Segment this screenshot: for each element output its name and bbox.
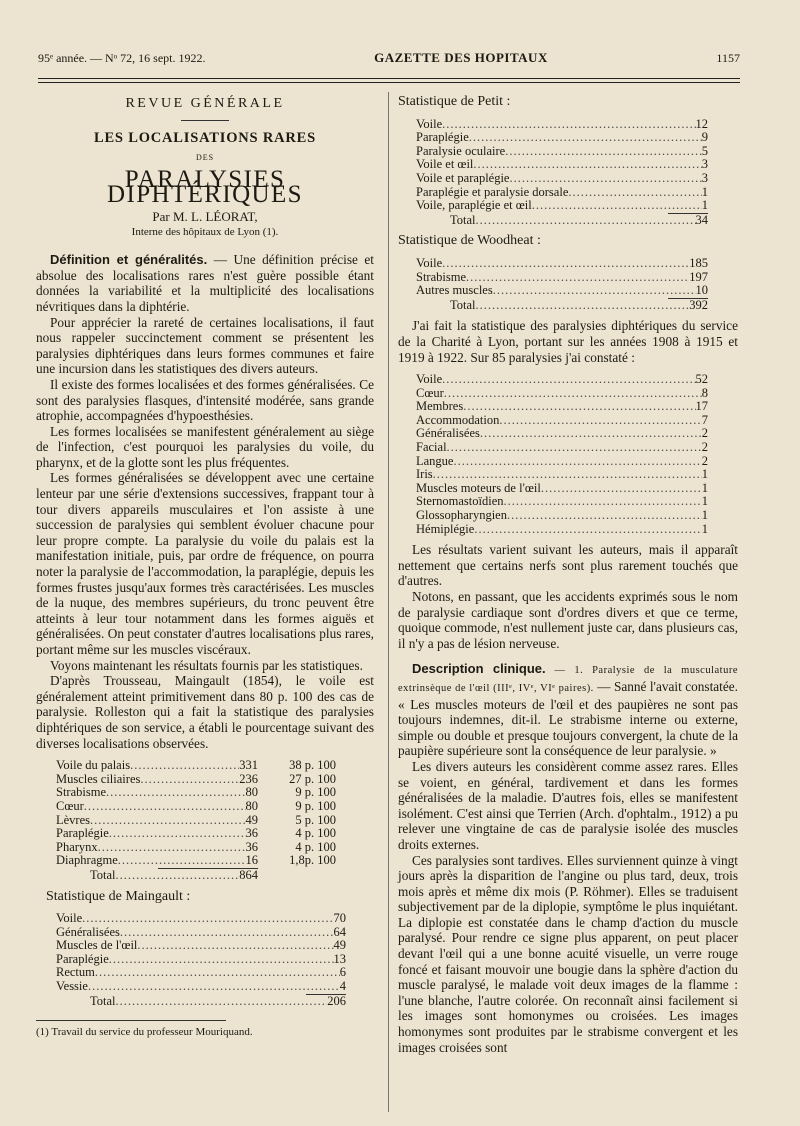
row-label: Facial: [416, 440, 447, 455]
table-row: [56, 854, 336, 868]
table-row: [416, 400, 708, 414]
row-label: Sternomastoïdien: [416, 494, 504, 509]
table-row: [56, 786, 336, 800]
table-row: [416, 441, 708, 455]
row-count: 1: [701, 467, 708, 482]
table-row: [56, 953, 346, 967]
row-label: Voile du palais: [56, 758, 131, 773]
row-label: Paraplégie: [416, 130, 469, 145]
table-row: [416, 509, 708, 523]
table-row: [416, 455, 708, 469]
table-row: [416, 387, 708, 401]
row-label: Voile: [416, 255, 443, 270]
table-total: Total ..... 206: [56, 995, 346, 1009]
row-count: 49: [245, 812, 258, 827]
table-row: [416, 199, 708, 213]
paragraph: Ces paralysies sont tardives. Elles surviennent quinze à vingt jours après la disparition de l'angine ou plus tard, deux, trois mois après et même dix mois (P. Röhmer). Elles se traduisent subjectivement par de la diplopie, symptôme le plus inquiétant. La diplopie est constatée dans le champ d'action du muscle paralysé. Pour rendre ce signe plus apparent, on peut placer devant l'œil qui a une bonne acuité visuelle, un verre rouge foncé et faisant mouvoir une bougie dans la sphère d'action du muscle paralysé, le malade voit deux images de la flamme : l'une blanche, l'autre colorée. On reconnaît ainsi facilement si les images sont homonymes ou croisées. Les images homonymes sont produites par le strabisme convergent et les images croisées sont: [398, 852, 738, 1055]
row-percent: 27 p. 100: [289, 771, 336, 786]
row-count: 12: [695, 116, 708, 131]
row-count: 8: [701, 385, 708, 400]
row-count: 3: [701, 157, 708, 172]
row-count: 49: [333, 938, 346, 953]
table-total: Total ..... 864: [56, 869, 336, 883]
table-row: [56, 800, 336, 814]
paragraph: Les divers auteurs les considèrent comme assez rares. Elles se voient, en général, tardivement et dans les formes généralisées de la maladie. D'autres fois, elles se manifestent isolément. C'est ainsi que Terrien (Arch. d'ophtalm., 1912) a pu relever une vingtaine de cas de paralysie isolée des muscles droits externes.: [398, 758, 738, 852]
row-label: Langue: [416, 453, 454, 468]
row-count: 80: [245, 798, 258, 813]
table-row: [416, 271, 708, 285]
table-row: [56, 841, 336, 855]
row-count: 5: [701, 143, 708, 158]
table-row: [56, 980, 346, 994]
table-row: [416, 284, 708, 298]
row-label: Iris: [416, 467, 433, 482]
woodheat-table: [416, 257, 708, 312]
row-label: Diaphragme: [56, 853, 118, 868]
page-number: 1157: [716, 51, 740, 65]
row-count: 6: [339, 965, 346, 980]
row-count: 1: [701, 184, 708, 199]
row-count: 64: [333, 924, 346, 939]
row-count: 17: [695, 399, 708, 414]
table-row: [416, 158, 708, 172]
left-column: [36, 94, 374, 1041]
header-rule-thick: [38, 78, 740, 79]
table-row: [56, 827, 336, 841]
row-label: Voile: [416, 116, 443, 131]
article-title-top: LES LOCALISATIONS RARES: [93, 129, 316, 146]
row-count: 1: [701, 480, 708, 495]
row-label: Rectum: [56, 965, 95, 980]
row-count: 2: [701, 426, 708, 441]
table-row: [56, 759, 336, 773]
header-rule-thin: [38, 82, 740, 83]
table-row: [56, 912, 346, 926]
row-label: Accommodation: [416, 412, 500, 427]
paragraph: Les formes généralisées se développent avec une certaine lenteur par une série d'extensions successives, frappant tour à tour divers appareils musculaires et l'on assiste à une succession de paralysies qui semblent évoluer chacune pour leur propre compte. La paralysie du voile du palais est la manifestation initiale, puis, par ordre de fréquence, on pourra noter la paralysie de l'accommodation, la paraplégie, depuis les formes frustes jusqu'aux formes très caractérisées. Les muscles de la nuque, des membres supérieurs, du tronc peuvent être atteints à leur tour notamment dans les formes aiguës et généralisées. On peut constater d'autres localisations plus rares, portant même sur les muscles viscéraux.: [36, 470, 374, 657]
row-count: 9: [701, 130, 708, 145]
maingault-heading: Statistique de Maingault :: [46, 888, 191, 904]
table-total: Total ..... 34: [416, 214, 708, 228]
table-row: [416, 145, 708, 159]
table-row: [56, 814, 336, 828]
charite-table: [416, 373, 708, 536]
petit-heading: Statistique de Petit :: [398, 94, 511, 109]
article-title-des: DES: [195, 153, 215, 163]
section-title: REVUE GÉNÉRALE: [125, 96, 285, 111]
woodheat-heading: Statistique de Woodheat :: [398, 233, 541, 249]
maingault-table: [56, 912, 346, 1008]
table-row: [56, 926, 346, 940]
paragraph: Définition et généralités. — Une définition précise et absolue des localisations rares n'est guère possible étant données la variabilité et la multiplicité des localisations névritiques dans la diphtérie.: [36, 252, 374, 314]
row-label: Paraplégie: [56, 826, 109, 841]
row-percent: 38 p. 100: [289, 758, 336, 773]
row-count: 236: [239, 771, 258, 786]
row-count: 2: [701, 453, 708, 468]
row-percent: 4 p. 100: [295, 826, 336, 841]
row-count: 4: [339, 979, 346, 994]
row-count: 13: [333, 951, 346, 966]
row-label: Vessie: [56, 979, 88, 994]
row-count: 197: [689, 269, 708, 284]
footnote-rule: [36, 1020, 226, 1021]
row-label: Muscles de l'œil: [56, 938, 138, 953]
running-header: [38, 50, 740, 74]
row-count: 1: [701, 521, 708, 536]
table-row: [56, 939, 346, 953]
table-row: [416, 186, 708, 200]
row-label: Autres muscles: [416, 283, 493, 298]
row-count: 70: [333, 911, 346, 926]
petit-table: [416, 118, 708, 228]
row-label: Hémiplégie: [416, 521, 475, 536]
paragraph: Notons, en passant, que les accidents exprimés sous le nom de paralysie cardiaque sont d'ordres divers et que ce terme, quoique commode, n'est nullement juste car, dans plusieurs cas, il n'y a pas de lésion nerveuse.: [398, 589, 738, 651]
rolleston-table: [56, 759, 336, 882]
row-count: 7: [701, 412, 708, 427]
row-label: Paraplégie et paralysie dorsale: [416, 184, 569, 199]
row-label: Pharynx: [56, 839, 98, 854]
row-percent: 4 p. 100: [295, 839, 336, 854]
row-count: 36: [245, 839, 258, 854]
subsection-heading: — 1. Paralysie de la musculature extrinsèque de l'œil (IIIᵉ, IVᵉ, VIᵉ paires).: [398, 665, 738, 694]
row-label: Cœur: [416, 385, 444, 400]
row-label: Voile: [416, 372, 443, 387]
row-label: Cœur: [56, 798, 84, 813]
paragraph: J'ai fait la statistique des paralysies diphtériques du service de la Charité à Lyon, portant sur les années 1908 à 1915 et 1919 à 1922. Sur 85 paralysies j'ai constaté :: [398, 318, 738, 365]
paragraph: Il existe des formes localisées et des formes généralisées. Ce sont des paralysies flasques, d'intensité modérée, sans grande atrophie, accompagnées d'hypoesthésies.: [36, 376, 374, 424]
paragraph: Description clinique. — 1. Paralysie de la musculature extrinsèque de l'œil (IIIᵉ, IVᵉ, VIᵉ paires). — Sanné l'avait constatée. « Les muscles moteurs de l'œil et des paupières ne sont pas toujours indemnes, dit-il. Le strabisme interne ou externe, simple ou double et presque toujours convergent, la chute de la paupière supérieure sont la conséquence de leur paralysie. »: [398, 661, 738, 759]
row-count: 2: [701, 440, 708, 455]
paragraph: Pour apprécier la rareté de certaines localisations, il faut nous rappeler succinctement comment se présentent les paralysies diphtériques dans leurs formes communes et faire une incursion dans les statistiques des divers auteurs.: [36, 314, 374, 377]
row-percent: 1,8p. 100: [289, 853, 336, 868]
footnote: (1) Travail du service du professeur Mouriquand.: [36, 1026, 253, 1039]
row-label: Généralisées: [56, 924, 120, 939]
table-row: [416, 131, 708, 145]
row-label: Muscles ciliaires: [56, 771, 141, 786]
table-row: [416, 172, 708, 186]
row-label: Généralisées: [416, 426, 480, 441]
row-percent: 9 p. 100: [295, 785, 336, 800]
paragraph: Les résultats varient suivant les auteurs, mais il apparaît nettement que certains nerfs sont plus rarement touchés que d'autres.: [398, 542, 738, 589]
table-row: [416, 414, 708, 428]
row-count: 1: [701, 198, 708, 213]
row-label: Lèvres: [56, 812, 91, 827]
title-rule: [181, 120, 229, 121]
row-count: 3: [701, 170, 708, 185]
row-label: Membres: [416, 399, 464, 414]
row-label: Voile et paraplégie: [416, 170, 510, 185]
row-label: Muscles moteurs de l'œil: [416, 480, 541, 495]
row-count: 80: [245, 785, 258, 800]
article-title-main: PARALYSIES DIPHTÉRIQUES: [107, 165, 303, 209]
author: Par M. L. LÉORAT,: [152, 208, 258, 224]
issue-info: 95ᵉ année. — Nᵒ 72, 16 sept. 1922.: [38, 51, 206, 65]
journal-name: GAZETTE DES HOPITAUX: [374, 50, 548, 65]
row-label: Strabisme: [416, 269, 466, 284]
row-count: 52: [695, 372, 708, 387]
table-row: [416, 468, 708, 482]
row-label: Voile et œil: [416, 157, 474, 172]
table-row: [56, 773, 336, 787]
table-row: [416, 373, 708, 387]
paragraph: Voyons maintenant les résultats fournis par les statistiques.: [50, 657, 363, 673]
table-row: [416, 118, 708, 132]
paragraph: Les formes localisées se manifestent généralement au siège de l'infection, c'est pourquoi les paralysies du voile, du pharynx, et de la glotte sont les plus fréquentes.: [36, 423, 374, 470]
row-percent: 9 p. 100: [295, 798, 336, 813]
run-in-heading: Définition et généralités.: [50, 252, 208, 268]
table-row: [56, 966, 346, 980]
row-label: Paraplégie: [56, 951, 109, 966]
row-label: Paralysie oculaire: [416, 143, 506, 158]
table-row: [416, 495, 708, 509]
table-total: Total ..... 392: [416, 299, 708, 313]
row-count: 36: [245, 826, 258, 841]
row-count: 1: [701, 508, 708, 523]
row-label: Glossopharyngien: [416, 508, 507, 523]
row-count: 16: [245, 853, 258, 868]
row-count: 10: [695, 283, 708, 298]
table-row: [416, 427, 708, 441]
row-count: 1: [701, 494, 708, 509]
table-row: [416, 523, 708, 537]
row-label: Voile: [56, 911, 83, 926]
row-count: 331: [239, 758, 258, 773]
right-column: [398, 94, 738, 1055]
table-row: [416, 482, 708, 496]
run-in-heading: Description clinique.: [412, 661, 546, 677]
row-label: Strabisme: [56, 785, 106, 800]
table-row: [416, 257, 708, 271]
column-divider: [388, 92, 389, 1112]
row-label: Voile, paraplégie et œil: [416, 198, 532, 213]
row-count: 185: [689, 255, 708, 270]
affiliation: Interne des hôpitaux de Lyon (1).: [131, 225, 279, 238]
paragraph: D'après Trousseau, Maingault (1854), le voile est généralement atteint primitivement dans 80 p. 100 des cas de paralysie. Rolleston qui a fait la statistique des paralysies diphtériques de son service, a établi le pourcentage suivant des diverses localisations observées.: [36, 673, 374, 751]
row-percent: 5 p. 100: [295, 812, 336, 827]
